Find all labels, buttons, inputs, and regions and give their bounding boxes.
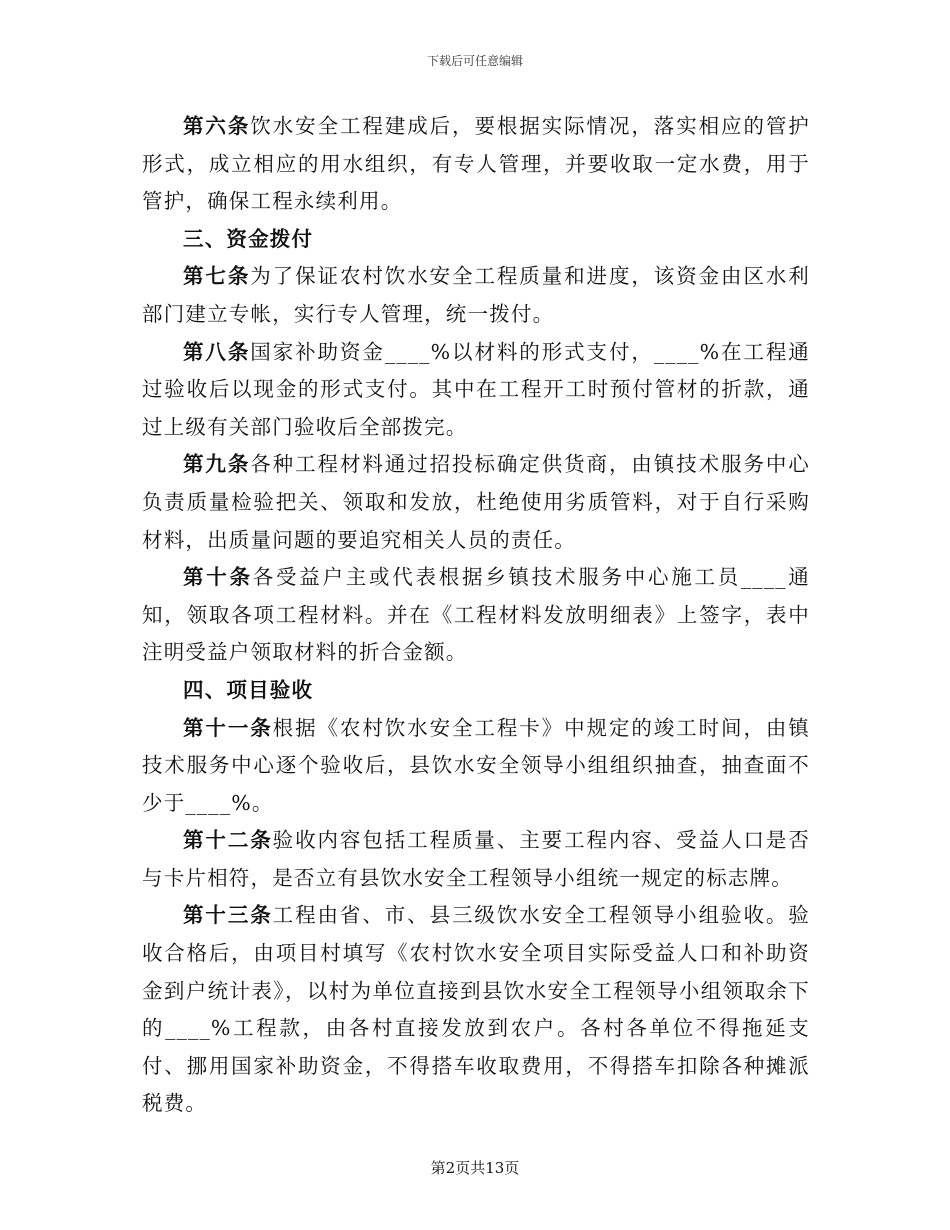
article-text: 各受益户主或代表根据乡镇技术服务中心施工员____通知，领取各项工程材料。并在《工程材料发放明细表》上签字，表中注明受益户领取材料的折合金额。 bbox=[142, 565, 810, 665]
article-text: 工程由省、市、县三级饮水安全工程领导小组验收。验收合格后，由项目村填写《农村饮水安全项目实际受益人口和补助资金到户统计表》，以村为单位直接到县饮水安全工程领导小组领取余下的____%工程款，由各村直接发放到农户。各村各单位不得拖延支付、挪用国家补助资金，不得搭车收取费用，不得搭车扣除各种摊派税费。 bbox=[142, 903, 810, 1116]
article-11 bbox=[142, 710, 810, 823]
article-13 bbox=[142, 897, 810, 1123]
article-text: 为了保证农村饮水安全工程质量和进度，该资金由区水利部门建立专帐，实行专人管理，统一拨付。 bbox=[142, 264, 811, 326]
article-label: 第十二条 bbox=[183, 828, 273, 853]
section-heading-4: 四、项目验收 bbox=[183, 677, 314, 702]
article-text: 验收内容包括工程质量、主要工程内容、受益人口是否与卡片相符，是否立有县饮水安全工程领导小组统一规定的标志牌。 bbox=[142, 828, 810, 890]
article-label: 第十条 bbox=[183, 565, 253, 590]
page-number: 第2页共13页 bbox=[430, 1159, 520, 1177]
page-header: 下载后可任意编辑 bbox=[426, 54, 523, 68]
article-label: 第七条 bbox=[183, 264, 251, 289]
article-9 bbox=[142, 446, 810, 559]
article-7 bbox=[142, 258, 810, 333]
section-heading-3: 三、资金拨付 bbox=[183, 226, 314, 251]
article-label: 第九条 bbox=[183, 452, 251, 477]
document-body bbox=[142, 108, 810, 1123]
article-label: 第八条 bbox=[183, 339, 251, 364]
article-12 bbox=[142, 822, 810, 897]
article-text: 国家补助资金____%以材料的形式支付，____%在工程通过验收后以现金的形式支付。其中在工程开工时预付管材的折款，通过上级有关部门验收后全部拨完。 bbox=[142, 339, 810, 439]
article-text: 饮水安全工程建成后，要根据实际情况，落实相应的管护形式，成立相应的用水组织，有专人管理，并要收取一定水费，用于管护，确保工程永续利用。 bbox=[142, 114, 811, 214]
article-label: 第十一条 bbox=[183, 715, 273, 740]
article-8 bbox=[142, 334, 810, 447]
article-10 bbox=[142, 559, 810, 672]
article-text: 各种工程材料通过招投标确定供货商，由镇技术服务中心负责质量检验把关、领取和发放，杜绝使用劣质管料，对于自行采购材料，出质量问题的要追究相关人员的责任。 bbox=[142, 452, 811, 552]
article-text: 根据《农村饮水安全工程卡》中规定的竣工时间，由镇技术服务中心逐个验收后，县饮水安全领导小组组织抽查，抽查面不少于____%。 bbox=[142, 715, 810, 815]
article-label: 第十三条 bbox=[183, 903, 273, 928]
article-6 bbox=[142, 108, 810, 221]
article-label: 第六条 bbox=[183, 114, 251, 138]
